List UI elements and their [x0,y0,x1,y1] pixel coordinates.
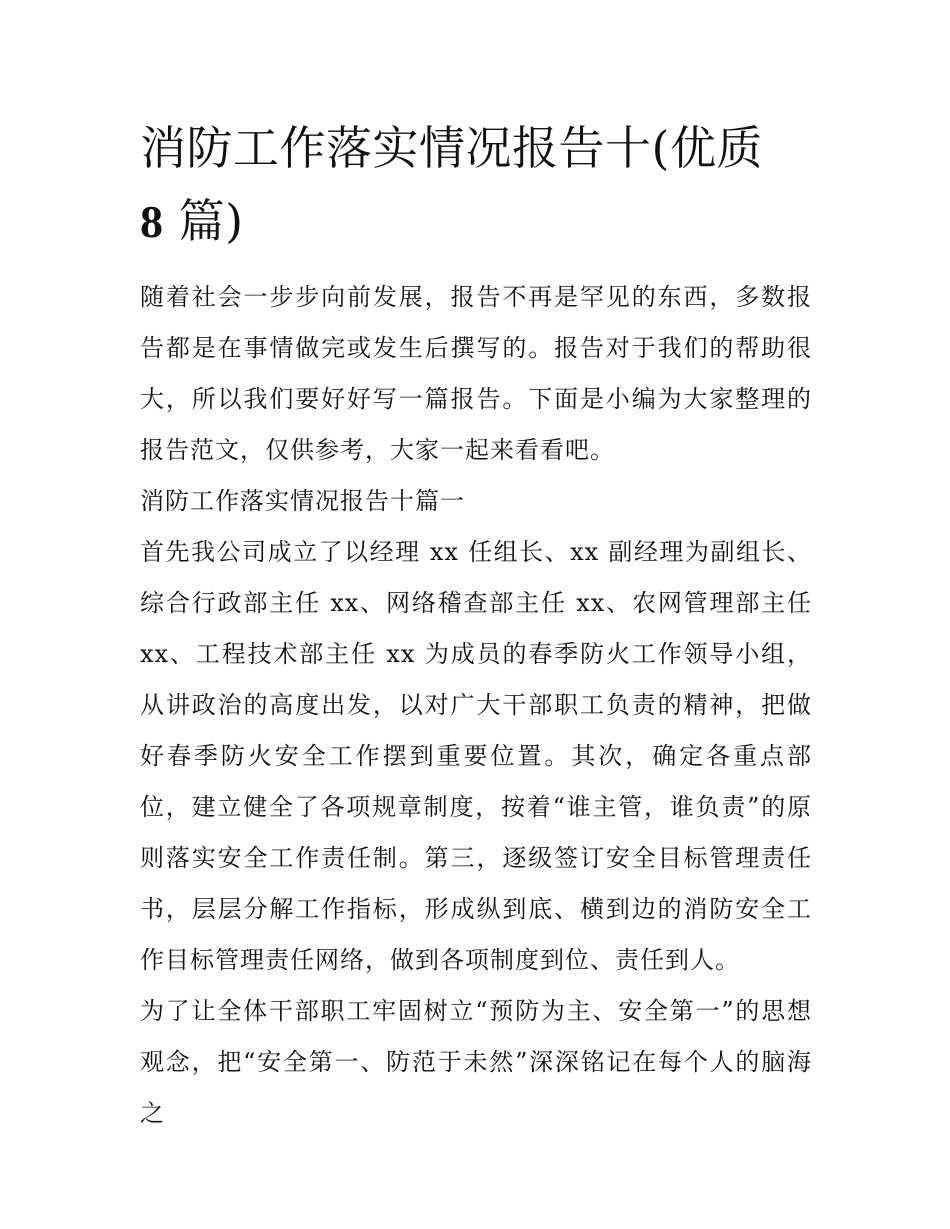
document-body [140,112,812,1139]
title-text-main: 消防工作落实情况报告十(优质 [140,121,763,175]
section-heading: 消防工作落实情况报告十篇一 [140,487,465,515]
intro-paragraph: 随着社会一步步向前发展，报告不再是罕见的东西，多数报告都是在事情做完或发生后撰写的。报告对于我们的帮助很大，所以我们要好好写一篇报告。下面是小编为大家整理的报告范文，仅供参考，大家一起来看看吧。 [140,283,812,464]
title-text-tail: 篇) [163,194,244,248]
title-number: 8 [140,196,164,247]
body-paragraph-1: 首先我公司成立了以经理 xx 任组长、xx 副经理为副组长、综合行政部主任 xx、网络稽查部主任 xx、农网管理部主任 xx、工程技术部主任 xx 为成员的春季防火工作领导小组，从讲政治的高度出发，以对广大干部职工负责的精神，把做好春季防火安全工作摆到重要位置。其次，确定各重点部位，建立健全了各项规章制度，按着“谁主管，谁负责”的原则落实安全工作责任制。第三，逐级签订安全目标管理责任书，层层分解工作指标，形成纵到底、横到边的消防安全工作目标管理责任网络，做到各项制度到位、责任到人。 [140,538,812,974]
body-paragraph-2: 为了让全体干部职工牢固树立“预防为主、安全第一”的思想观念，把“安全第一、防范于未然”深深铭记在每个人的脑海之 [140,997,812,1127]
document-title [140,112,812,258]
